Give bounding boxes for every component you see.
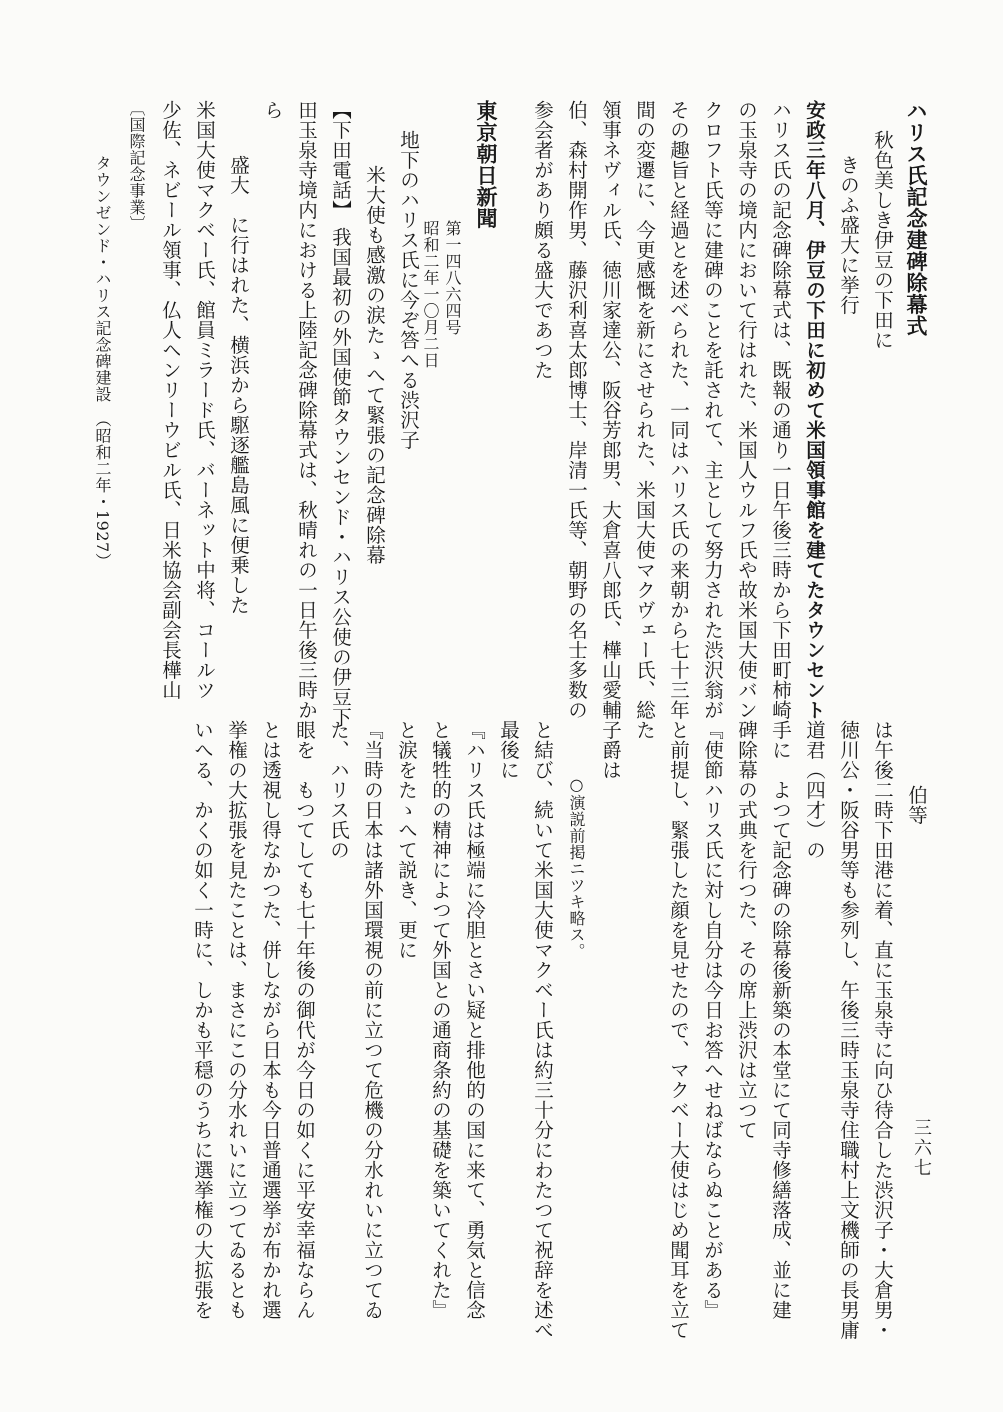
body-line: と涙をたゝへて説き、更に xyxy=(395,720,418,960)
section-label: 〔国際記念事業〕 xyxy=(127,100,146,232)
body-line: 伯、森村開作男、藤沢利喜太郎博士、岸清一氏等、朝野の名士多数の xyxy=(565,100,588,720)
newspaper-name: 東京朝日新聞 xyxy=(474,100,499,229)
body-line: クロフト氏等に建碑のことを託されて、主として努力された渋沢翁が xyxy=(701,100,724,720)
body-line: とは透視し得なかつた、併しながら日本も今日普通選挙が布かれ選 xyxy=(259,720,282,1320)
body-line: 【下田電話】 我国最初の外国使節タウンセンド・ハリス公使の伊豆下 xyxy=(329,100,352,727)
article-subtitle-2: きのふ盛大に挙行 xyxy=(837,155,860,315)
issue-number: 第一四八六四号 xyxy=(443,220,462,336)
body-line: 『当時の日本は諸外国環視の前に立つて危機の分水れいに立つてゐ xyxy=(361,720,384,1320)
body-line: その趣旨と経過とを述べられた、一同はハリス氏の来朝から七十三年 xyxy=(667,100,690,720)
body-line: 米国大使マクベー氏、館員ミラード氏、バーネット中将、コールツ xyxy=(193,100,216,700)
body-line: 安政三年八月、伊豆の下田に初めて米国領事館を建てたタウンセント xyxy=(803,100,826,720)
body-line: 伯等 xyxy=(905,785,928,825)
page-number: 三六七 xyxy=(911,1118,932,1178)
body-line: 少佐、ネビール領事、仏人ヘンリーウビル氏、日米協会副会長樺山 xyxy=(159,100,182,700)
body-line: と結び、続いて米国大使マクベー氏は約三十分にわたつて祝辞を述べ xyxy=(531,720,554,1340)
body-line: 田玉泉寺境内における上陸記念碑除幕式は、秋晴れの一日午後三時か xyxy=(295,100,318,720)
body-line: 『ハリス氏は極端に冷胆とさい疑と排他的の国に来て、勇気と信念 xyxy=(463,720,486,1320)
article-subtitle-1: 秋色美しき伊豆の下田に xyxy=(871,130,894,350)
body-line: ら xyxy=(261,100,284,120)
omission-note: ○演説前掲ニツキ略ス。 xyxy=(567,775,586,960)
body-line: の玉泉寺の境内において行はれた、米国人ウルフ氏や故米国大使バン xyxy=(735,100,758,720)
body-line: 最後に xyxy=(497,720,520,780)
body-line: と前提し、緊張した顔を見せたので、マクベー大使はじめ聞耳を立て xyxy=(667,720,690,1340)
article-title: ハリス氏記念建碑除幕式 xyxy=(904,100,929,337)
body-line: 挙権の大拡張を見たことは、まさにこの分水れいに立つてゐるとも xyxy=(225,720,248,1320)
headline-2: 米大使も感激の涙たゝへて緊張の記念碑除幕 xyxy=(363,165,386,565)
issue-date: 昭和二年一〇月二日 xyxy=(421,220,440,369)
entry-caption: タウンゼンド・ハリス記念碑建設 （昭和二年・1927） xyxy=(93,155,112,570)
body-line: 『使節ハリス氏に対し自分は今日お答へせねばならぬことがある』 xyxy=(701,720,724,1320)
body-line: 盛大 に行はれた、横浜から駆逐艦島風に便乗した xyxy=(227,155,250,615)
body-line: 碑除幕の式典を行つた、その席上渋沢は立つて xyxy=(735,720,758,1140)
body-line: た xyxy=(633,720,656,740)
body-line: 眼を もつてしても七十年後の御代が今日の如くに平安幸福ならん xyxy=(293,720,316,1320)
body-line: と犠牲的の精神によつて外国との通商条約の基礎を築いてくれた』 xyxy=(429,720,452,1320)
body-line: 子爵は xyxy=(599,720,622,780)
body-line: は午後二時下田港に着、直に玉泉寺に向ひ待合した渋沢子・大倉男・ xyxy=(871,720,894,1340)
spacer xyxy=(503,100,525,660)
body-line: 徳川公・阪谷男等も参列し、午後三時玉泉寺住職村上文機師の長男庸 xyxy=(837,720,860,1340)
body-line: た、ハリス氏の xyxy=(327,720,350,860)
body-line: 道君（四才）の xyxy=(803,720,826,860)
body-line: 領事ネヴィル氏、徳川家達公、阪谷芳郎男、大倉喜八郎氏、樺山愛輔 xyxy=(599,100,622,720)
body-line: いへる、かくの如く一時に、しかも平穏のうちに選挙権の大拡張を xyxy=(191,720,214,1320)
upper-section xyxy=(70,100,933,727)
lower-section xyxy=(70,720,933,1340)
body-line: 参会者があり頗る盛大であつた xyxy=(531,100,554,380)
body-line: 手に よつて記念碑の除幕後新築の本堂にて同寺修繕落成、並に建 xyxy=(769,720,792,1320)
headline-1: 地下のハリス氏に今ぞ答へる渋沢子 xyxy=(397,130,420,450)
body-line: 間の変遷に、今更感慨を新にさせられた、米国大使マクヴェー氏、総 xyxy=(633,100,656,720)
body-line: ハリス氏の記念碑除幕式は、既報の通り一日午後三時から下田町柿崎 xyxy=(769,100,792,720)
